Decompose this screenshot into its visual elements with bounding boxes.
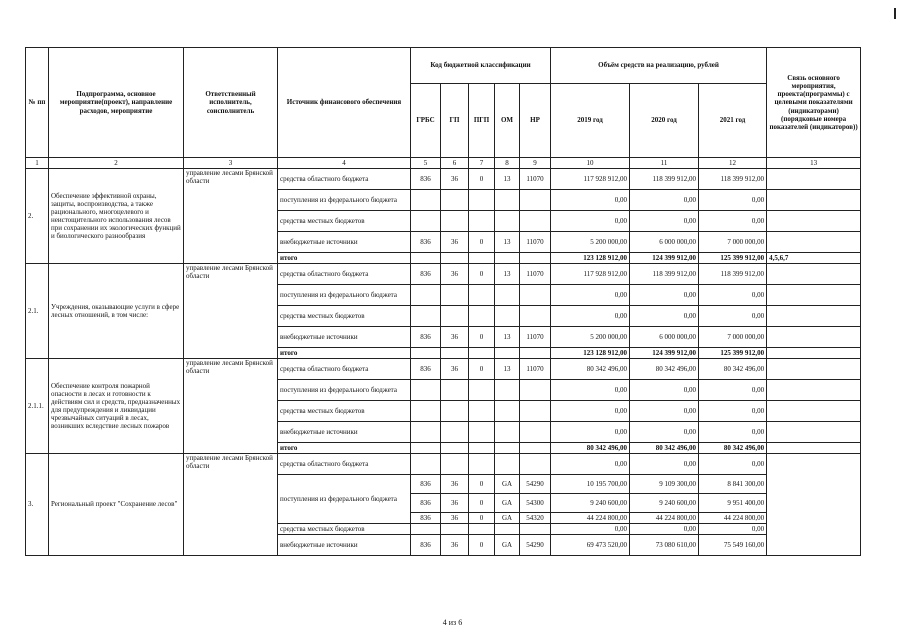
column-index: 10 [551, 158, 630, 169]
code-grbs [411, 211, 441, 232]
total-label: итого [278, 348, 411, 359]
indicator-link-empty [767, 169, 861, 190]
code-gp: 36 [441, 475, 469, 494]
amount-2020: 0,00 [630, 285, 699, 306]
amount-2021: 8 841 300,00 [699, 475, 767, 494]
funding-source: средства местных бюджетов [278, 211, 411, 232]
code-grbs: 836 [411, 264, 441, 285]
code-grbs: 836 [411, 535, 441, 556]
amount-2019: 0,00 [551, 422, 630, 443]
code-nr [520, 190, 551, 211]
amount-2021: 0,00 [699, 211, 767, 232]
amount-2021: 0,00 [699, 380, 767, 401]
code-nr [520, 380, 551, 401]
amount-2019: 10 195 700,00 [551, 475, 630, 494]
funding-source: средства областного бюджета [278, 454, 411, 475]
indicator-link: 4,5,6,7 [767, 253, 861, 264]
indicator-link-empty [767, 264, 861, 285]
budget-table [25, 47, 861, 556]
page-corner-mark [894, 8, 896, 19]
item-name: Региональный проект "Сохранение лесов" [49, 454, 184, 556]
code-om [495, 190, 520, 211]
indicator-link-empty [767, 232, 861, 253]
amount-2020: 0,00 [630, 211, 699, 232]
header-responsible: Ответственный исполнитель, соисполнитель [184, 48, 278, 158]
code-om: GA [495, 535, 520, 556]
amount-2021: 0,00 [699, 401, 767, 422]
amount-2019: 0,00 [551, 454, 630, 475]
code-grbs [411, 443, 441, 454]
code-gp [441, 253, 469, 264]
code-pgp: 0 [469, 232, 495, 253]
code-om [495, 306, 520, 327]
code-om [495, 524, 520, 535]
code-pgp: 0 [469, 169, 495, 190]
code-grbs: 836 [411, 475, 441, 494]
code-grbs [411, 422, 441, 443]
responsible-executor: управление лесами Брянской области [184, 264, 278, 359]
amount-2021: 80 342 496,00 [699, 359, 767, 380]
code-pgp: 0 [469, 535, 495, 556]
indicator-link-empty [767, 285, 861, 306]
amount-2019: 0,00 [551, 285, 630, 306]
code-gp [441, 380, 469, 401]
funding-source: поступления из федерального бюджета [278, 475, 411, 524]
column-index: 12 [699, 158, 767, 169]
code-om [495, 422, 520, 443]
code-gp [441, 348, 469, 359]
header-num: № пп [26, 48, 49, 158]
code-om: GA [495, 475, 520, 494]
table-row [26, 264, 861, 285]
code-pgp [469, 348, 495, 359]
amount-2020: 0,00 [630, 454, 699, 475]
column-index: 11 [630, 158, 699, 169]
amount-2019: 0,00 [551, 190, 630, 211]
amount-2019: 0,00 [551, 380, 630, 401]
code-nr [520, 443, 551, 454]
code-gp: 36 [441, 169, 469, 190]
amount-2019: 117 928 912,00 [551, 169, 630, 190]
header-year-2021: 2021 год [699, 84, 767, 158]
code-om: 13 [495, 169, 520, 190]
amount-2019: 0,00 [551, 211, 630, 232]
code-grbs [411, 190, 441, 211]
code-nr [520, 211, 551, 232]
amount-2019: 123 128 912,00 [551, 253, 630, 264]
amount-2021: 118 399 912,00 [699, 169, 767, 190]
funding-source: средства областного бюджета [278, 359, 411, 380]
amount-2020: 124 399 912,00 [630, 253, 699, 264]
funding-source: поступления из федерального бюджета [278, 285, 411, 306]
amount-2021: 0,00 [699, 524, 767, 535]
code-om [495, 401, 520, 422]
funding-source: средства областного бюджета [278, 169, 411, 190]
code-gp [441, 454, 469, 475]
code-gp [441, 190, 469, 211]
table-body [26, 158, 861, 556]
code-grbs [411, 306, 441, 327]
code-pgp [469, 380, 495, 401]
table-row [26, 454, 861, 475]
amount-2020: 124 399 912,00 [630, 348, 699, 359]
indicator-link-empty [767, 422, 861, 443]
amount-2019: 69 473 520,00 [551, 535, 630, 556]
code-om [495, 211, 520, 232]
code-nr: 54300 [520, 494, 551, 513]
amount-2020: 9 240 600,00 [630, 494, 699, 513]
responsible-executor: управление лесами Брянской области [184, 454, 278, 556]
code-om [495, 454, 520, 475]
code-pgp: 0 [469, 513, 495, 524]
header-year-2019: 2019 год [551, 84, 630, 158]
column-index: 2 [49, 158, 184, 169]
header-volume: Объём средств на реализацию, рублей [551, 48, 767, 84]
amount-2021: 118 399 912,00 [699, 264, 767, 285]
amount-2020: 80 342 496,00 [630, 443, 699, 454]
code-pgp [469, 401, 495, 422]
item-number: 2. [26, 169, 49, 264]
amount-2021: 0,00 [699, 285, 767, 306]
code-nr [520, 401, 551, 422]
amount-2020: 0,00 [630, 306, 699, 327]
header-code-om: ОМ [495, 84, 520, 158]
header-source: Источник финансового обеспечения [278, 48, 411, 158]
amount-2019: 0,00 [551, 524, 630, 535]
amount-2021: 0,00 [699, 454, 767, 475]
code-om [495, 253, 520, 264]
indicator-link [767, 443, 861, 454]
amount-2019: 80 342 496,00 [551, 359, 630, 380]
code-pgp: 0 [469, 264, 495, 285]
table-row [26, 169, 861, 190]
column-index: 6 [441, 158, 469, 169]
header-code-gp: ГП [441, 84, 469, 158]
column-index: 13 [767, 158, 861, 169]
code-gp [441, 211, 469, 232]
indicator-link-empty [767, 401, 861, 422]
funding-source: средства местных бюджетов [278, 306, 411, 327]
amount-2020: 0,00 [630, 401, 699, 422]
column-index: 3 [184, 158, 278, 169]
amount-2019: 5 200 000,00 [551, 327, 630, 348]
code-nr [520, 253, 551, 264]
header-budget-code: Код бюджетной классификации [411, 48, 551, 84]
responsible-executor: управление лесами Брянской области [184, 359, 278, 454]
code-grbs [411, 401, 441, 422]
amount-2020: 6 000 000,00 [630, 327, 699, 348]
amount-2021: 0,00 [699, 190, 767, 211]
code-gp: 36 [441, 535, 469, 556]
code-nr [520, 422, 551, 443]
code-om [495, 348, 520, 359]
header-code-grbs: ГРБС [411, 84, 441, 158]
code-grbs: 836 [411, 513, 441, 524]
amount-2020: 118 399 912,00 [630, 169, 699, 190]
code-pgp [469, 190, 495, 211]
funding-source: поступления из федерального бюджета [278, 190, 411, 211]
indicator-link [767, 348, 861, 359]
indicator-link-empty [767, 327, 861, 348]
code-grbs [411, 524, 441, 535]
funding-source: внебюджетные источники [278, 327, 411, 348]
code-grbs [411, 454, 441, 475]
header-code-nr: НР [520, 84, 551, 158]
amount-2019: 5 200 000,00 [551, 232, 630, 253]
code-om: 13 [495, 359, 520, 380]
code-pgp [469, 524, 495, 535]
code-om: GA [495, 513, 520, 524]
code-nr [520, 285, 551, 306]
code-grbs [411, 348, 441, 359]
amount-2021: 0,00 [699, 306, 767, 327]
code-pgp [469, 422, 495, 443]
code-grbs: 836 [411, 327, 441, 348]
code-grbs [411, 253, 441, 264]
code-om: 13 [495, 232, 520, 253]
code-nr [520, 524, 551, 535]
code-grbs: 836 [411, 494, 441, 513]
amount-2021: 125 399 912,00 [699, 253, 767, 264]
code-om: 13 [495, 327, 520, 348]
code-pgp [469, 253, 495, 264]
indicator-link-empty [767, 190, 861, 211]
amount-2020: 0,00 [630, 190, 699, 211]
code-grbs [411, 285, 441, 306]
amount-2019: 117 928 912,00 [551, 264, 630, 285]
code-gp: 36 [441, 264, 469, 285]
total-label: итого [278, 443, 411, 454]
indicator-link-empty [767, 454, 861, 556]
funding-source: внебюджетные источники [278, 535, 411, 556]
budget-table-container [25, 47, 861, 556]
code-grbs [411, 380, 441, 401]
funding-source: средства местных бюджетов [278, 524, 411, 535]
column-index: 1 [26, 158, 49, 169]
code-om [495, 380, 520, 401]
code-nr [520, 348, 551, 359]
column-index: 8 [495, 158, 520, 169]
amount-2020: 0,00 [630, 380, 699, 401]
code-gp [441, 443, 469, 454]
amount-2019: 123 128 912,00 [551, 348, 630, 359]
funding-source: поступления из федерального бюджета [278, 380, 411, 401]
item-name: Учреждения, оказывающие услуги в сфере лесных отношений, в том числе: [49, 264, 184, 359]
code-pgp [469, 285, 495, 306]
code-pgp [469, 306, 495, 327]
item-number: 3. [26, 454, 49, 556]
amount-2021: 9 951 400,00 [699, 494, 767, 513]
code-gp: 36 [441, 513, 469, 524]
code-pgp [469, 211, 495, 232]
table-header [26, 48, 861, 158]
code-pgp [469, 454, 495, 475]
amount-2020: 9 109 300,00 [630, 475, 699, 494]
responsible-executor: управление лесами Брянской области [184, 169, 278, 264]
code-om: GA [495, 494, 520, 513]
amount-2019: 0,00 [551, 401, 630, 422]
code-nr: 54320 [520, 513, 551, 524]
indicator-link-empty [767, 380, 861, 401]
code-gp: 36 [441, 327, 469, 348]
column-index: 7 [469, 158, 495, 169]
code-nr [520, 306, 551, 327]
code-gp: 36 [441, 494, 469, 513]
code-nr: 11070 [520, 232, 551, 253]
indicator-link-empty [767, 306, 861, 327]
header-link: Связь основного мероприятия, проекта(программы) с целевыми показателями (индикаторами) (порядковые номера показателей (индикаторов)) [767, 48, 861, 158]
column-index: 9 [520, 158, 551, 169]
code-nr: 54290 [520, 475, 551, 494]
code-om: 13 [495, 264, 520, 285]
header-code-pgp: ПГП [469, 84, 495, 158]
funding-source: внебюджетные источники [278, 232, 411, 253]
indicator-link-empty [767, 211, 861, 232]
amount-2021: 80 342 496,00 [699, 443, 767, 454]
indicator-link-empty [767, 359, 861, 380]
code-om [495, 443, 520, 454]
amount-2021: 0,00 [699, 422, 767, 443]
funding-source: средства местных бюджетов [278, 401, 411, 422]
amount-2020: 0,00 [630, 422, 699, 443]
code-pgp: 0 [469, 327, 495, 348]
code-nr: 11070 [520, 169, 551, 190]
code-grbs: 836 [411, 232, 441, 253]
code-grbs: 836 [411, 359, 441, 380]
amount-2020: 118 399 912,00 [630, 264, 699, 285]
total-label: итого [278, 253, 411, 264]
funding-source: средства областного бюджета [278, 264, 411, 285]
amount-2020: 6 000 000,00 [630, 232, 699, 253]
amount-2021: 44 224 800,00 [699, 513, 767, 524]
code-grbs: 836 [411, 169, 441, 190]
code-gp [441, 401, 469, 422]
code-gp: 36 [441, 232, 469, 253]
column-index-row [26, 158, 861, 169]
code-nr [520, 454, 551, 475]
column-index: 5 [411, 158, 441, 169]
code-nr: 11070 [520, 359, 551, 380]
amount-2020: 80 342 496,00 [630, 359, 699, 380]
amount-2019: 80 342 496,00 [551, 443, 630, 454]
code-pgp: 0 [469, 494, 495, 513]
amount-2021: 125 399 912,00 [699, 348, 767, 359]
amount-2019: 0,00 [551, 306, 630, 327]
amount-2019: 44 224 800,00 [551, 513, 630, 524]
amount-2020: 0,00 [630, 524, 699, 535]
amount-2020: 44 224 800,00 [630, 513, 699, 524]
code-gp: 36 [441, 359, 469, 380]
code-gp [441, 285, 469, 306]
code-gp [441, 524, 469, 535]
amount-2021: 7 000 000,00 [699, 232, 767, 253]
code-om [495, 285, 520, 306]
code-gp [441, 306, 469, 327]
header-year-2020: 2020 год [630, 84, 699, 158]
code-nr: 11070 [520, 327, 551, 348]
amount-2020: 73 080 610,00 [630, 535, 699, 556]
item-name: Обеспечение контроля пожарной опасности в лесах и готовности к действиям сил и средств, предназначенных для предупреждения и ликвидации чрезвычайных ситуаций в лесах, возникших вследствие лесных пожаров [49, 359, 184, 454]
item-name: Обеспечение эффективной охраны, защиты, воспроизводства, а также рационального, многоцелевого и неистощительного использования лесов при сохранении их экологических функций и биологического разнообразия [49, 169, 184, 264]
column-index: 4 [278, 158, 411, 169]
code-nr: 54290 [520, 535, 551, 556]
amount-2021: 7 000 000,00 [699, 327, 767, 348]
code-pgp: 0 [469, 359, 495, 380]
amount-2021: 75 549 160,00 [699, 535, 767, 556]
header-name: Подпрограмма, основное мероприятие(проект), направление расходов, мероприятие [49, 48, 184, 158]
code-nr: 11070 [520, 264, 551, 285]
item-number: 2.1.1. [26, 359, 49, 454]
code-pgp [469, 443, 495, 454]
page-number: 4 из 6 [442, 618, 463, 627]
code-gp [441, 422, 469, 443]
table-row [26, 359, 861, 380]
item-number: 2.1. [26, 264, 49, 359]
amount-2019: 9 240 600,00 [551, 494, 630, 513]
code-pgp: 0 [469, 475, 495, 494]
funding-source: внебюджетные источники [278, 422, 411, 443]
